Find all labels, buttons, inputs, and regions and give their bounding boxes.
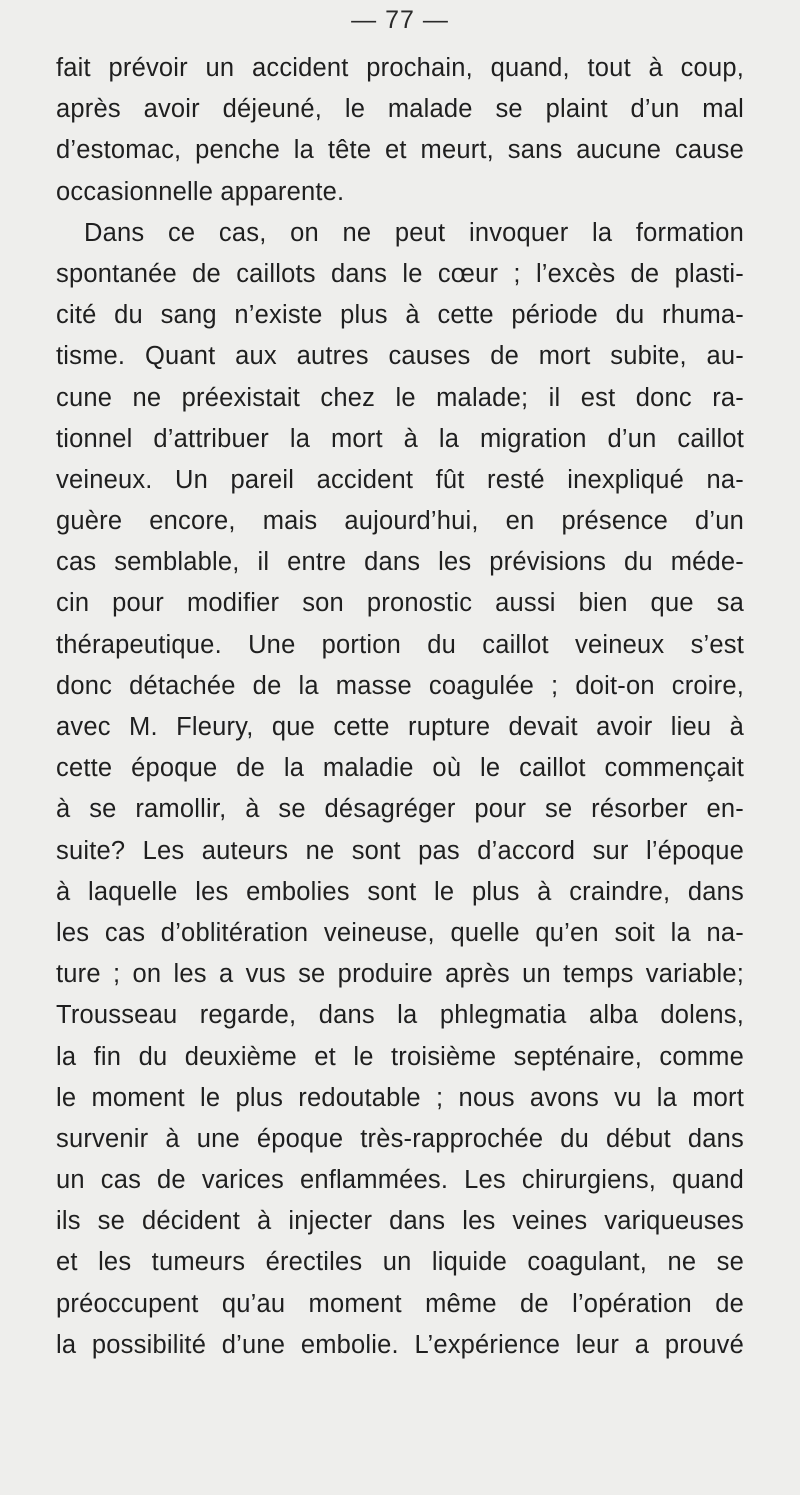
text-line: spontanée de caillots dans le cœur ; l’excès de plasti- bbox=[56, 259, 744, 288]
text-line: cette époque de la maladie où le caillot commençait bbox=[56, 754, 744, 783]
text-line: avec M. Fleury, que cette rupture devait avoir lieu à bbox=[56, 713, 744, 741]
text-line: tisme. Quant aux autres causes de mort subite, au- bbox=[56, 342, 744, 371]
text-line: un cas de varices enflammées. Les chirurgiens, quand bbox=[56, 1166, 744, 1195]
text-line: veineux. Un pareil accident fût resté inexpliqué na- bbox=[56, 465, 744, 494]
text-line: préoccupent qu’au moment même de l’opération de bbox=[56, 1289, 744, 1318]
text-line: cin pour modifier son pronostic aussi bien que sa bbox=[56, 589, 744, 618]
text-line: suite? Les auteurs ne sont pas d’accord sur l’époque bbox=[56, 836, 744, 865]
text-line: tionnel d’attribuer la mort à la migration d’un caillot bbox=[56, 424, 744, 453]
text-line: cas semblable, il entre dans les prévisions du méde- bbox=[56, 548, 744, 577]
text-line: ture ; on les a vus se produire après un temps variable; bbox=[56, 960, 744, 989]
text-line: la fin du deuxième et le troisième septénaire, comme bbox=[56, 1042, 744, 1071]
text-line: après avoir déjeuné, le malade se plaint d’un mal bbox=[56, 95, 744, 124]
text-line: à se ramollir, à se désagréger pour se résorber en- bbox=[56, 795, 744, 824]
text-line: à laquelle les embolies sont le plus à craindre, dans bbox=[56, 877, 744, 906]
text-line: fait prévoir un accident prochain, quand, tout à coup, bbox=[56, 54, 744, 82]
text-line: le moment le plus redoutable ; nous avons vu la mort bbox=[56, 1083, 744, 1112]
page-number: — 77 — bbox=[351, 6, 449, 34]
text-line: cité du sang n’existe plus à cette période du rhuma- bbox=[56, 301, 744, 330]
text-line: ils se décident à injecter dans les veines variqueuses bbox=[56, 1207, 744, 1236]
text-line: Trousseau regarde, dans la phlegmatia alba dolens, bbox=[56, 1001, 744, 1030]
paragraph-start-line: Dans ce cas, on ne peut invoquer la formation bbox=[84, 218, 744, 247]
text-line: la possibilité d’une embolie. L’expérience leur a prouvé bbox=[56, 1330, 744, 1359]
text-line: guère encore, mais aujourd’hui, en présence d’un bbox=[56, 507, 744, 536]
text-line: les cas d’oblitération veineuse, quelle qu’en soit la na- bbox=[56, 918, 744, 947]
text-line: thérapeutique. Une portion du caillot veineux s’est bbox=[56, 630, 744, 659]
text-line: d’estomac, penche la tête et meurt, sans aucune cause bbox=[56, 136, 744, 165]
text-line: survenir à une époque très-rapprochée du début dans bbox=[56, 1124, 744, 1153]
text-line: cune ne préexistait chez le malade; il est donc ra- bbox=[56, 383, 744, 412]
text-line: donc détachée de la masse coagulée ; doit-on croire, bbox=[56, 671, 744, 700]
text-line: et les tumeurs érectiles un liquide coagulant, ne se bbox=[56, 1248, 744, 1277]
body-text bbox=[56, 48, 744, 1366]
text-line: occasionnelle apparente. bbox=[56, 177, 345, 206]
